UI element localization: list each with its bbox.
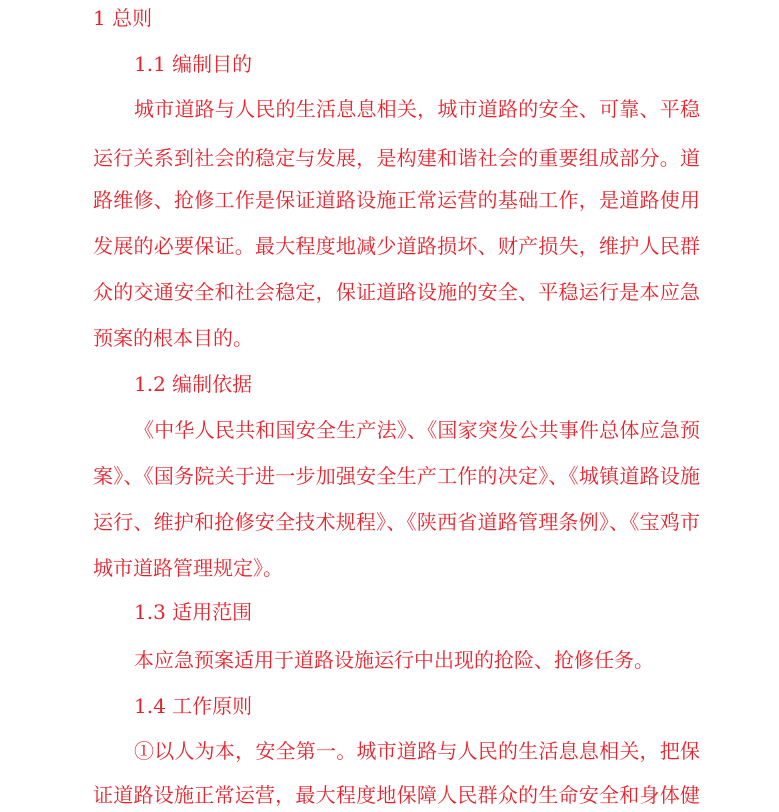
section-title-principles: 1.4 工作原则: [134, 694, 253, 718]
paragraph-line: 《中华人民共和国安全生产法》、《国家突发公共事件总体应急预: [134, 418, 700, 442]
section-title-purpose: 1.1 编制目的: [134, 52, 253, 76]
paragraph-line: 预案的根本目的。: [93, 326, 253, 350]
paragraph-line: 城市道路与人民的生活息息相关，城市道路的安全、可靠、平稳: [134, 97, 700, 121]
paragraph-line: 案》、《国务院关于进一步加强安全生产工作的决定》、《城镇道路设施: [93, 464, 700, 488]
paragraph-line: ①以人为本，安全第一。城市道路与人民的生活息息相关，把保: [134, 739, 700, 763]
paragraph-line: 城市道路管理规定》。: [93, 556, 283, 580]
paragraph-line: 发展的必要保证。最大程度地减少道路损坏、财产损失，维护人民群: [93, 234, 700, 258]
paragraph-line: 众的交通安全和社会稳定，保证道路设施的安全、平稳运行是本应急: [93, 280, 700, 304]
paragraph-line: 本应急预案适用于道路设施运行中出现的抢险、抢修任务。: [134, 648, 654, 672]
paragraph-line: 运行、维护和抢修安全技术规程》、《陕西省道路管理条例》、《宝鸡市: [93, 510, 700, 534]
section-title-scope: 1.3 适用范围: [134, 600, 253, 624]
paragraph-line: 运行关系到社会的稳定与发展，是构建和谐社会的重要组成部分。道: [93, 146, 700, 170]
paragraph-line: 证道路设施正常运营，最大程度地保障人民群众的生命安全和身体健: [93, 783, 700, 807]
paragraph-line: 路维修、抢修工作是保证道路设施正常运营的基础工作，是道路使用: [93, 188, 700, 212]
heading-general-provisions: 1 总则: [93, 6, 153, 30]
section-title-basis: 1.2 编制依据: [134, 372, 253, 396]
